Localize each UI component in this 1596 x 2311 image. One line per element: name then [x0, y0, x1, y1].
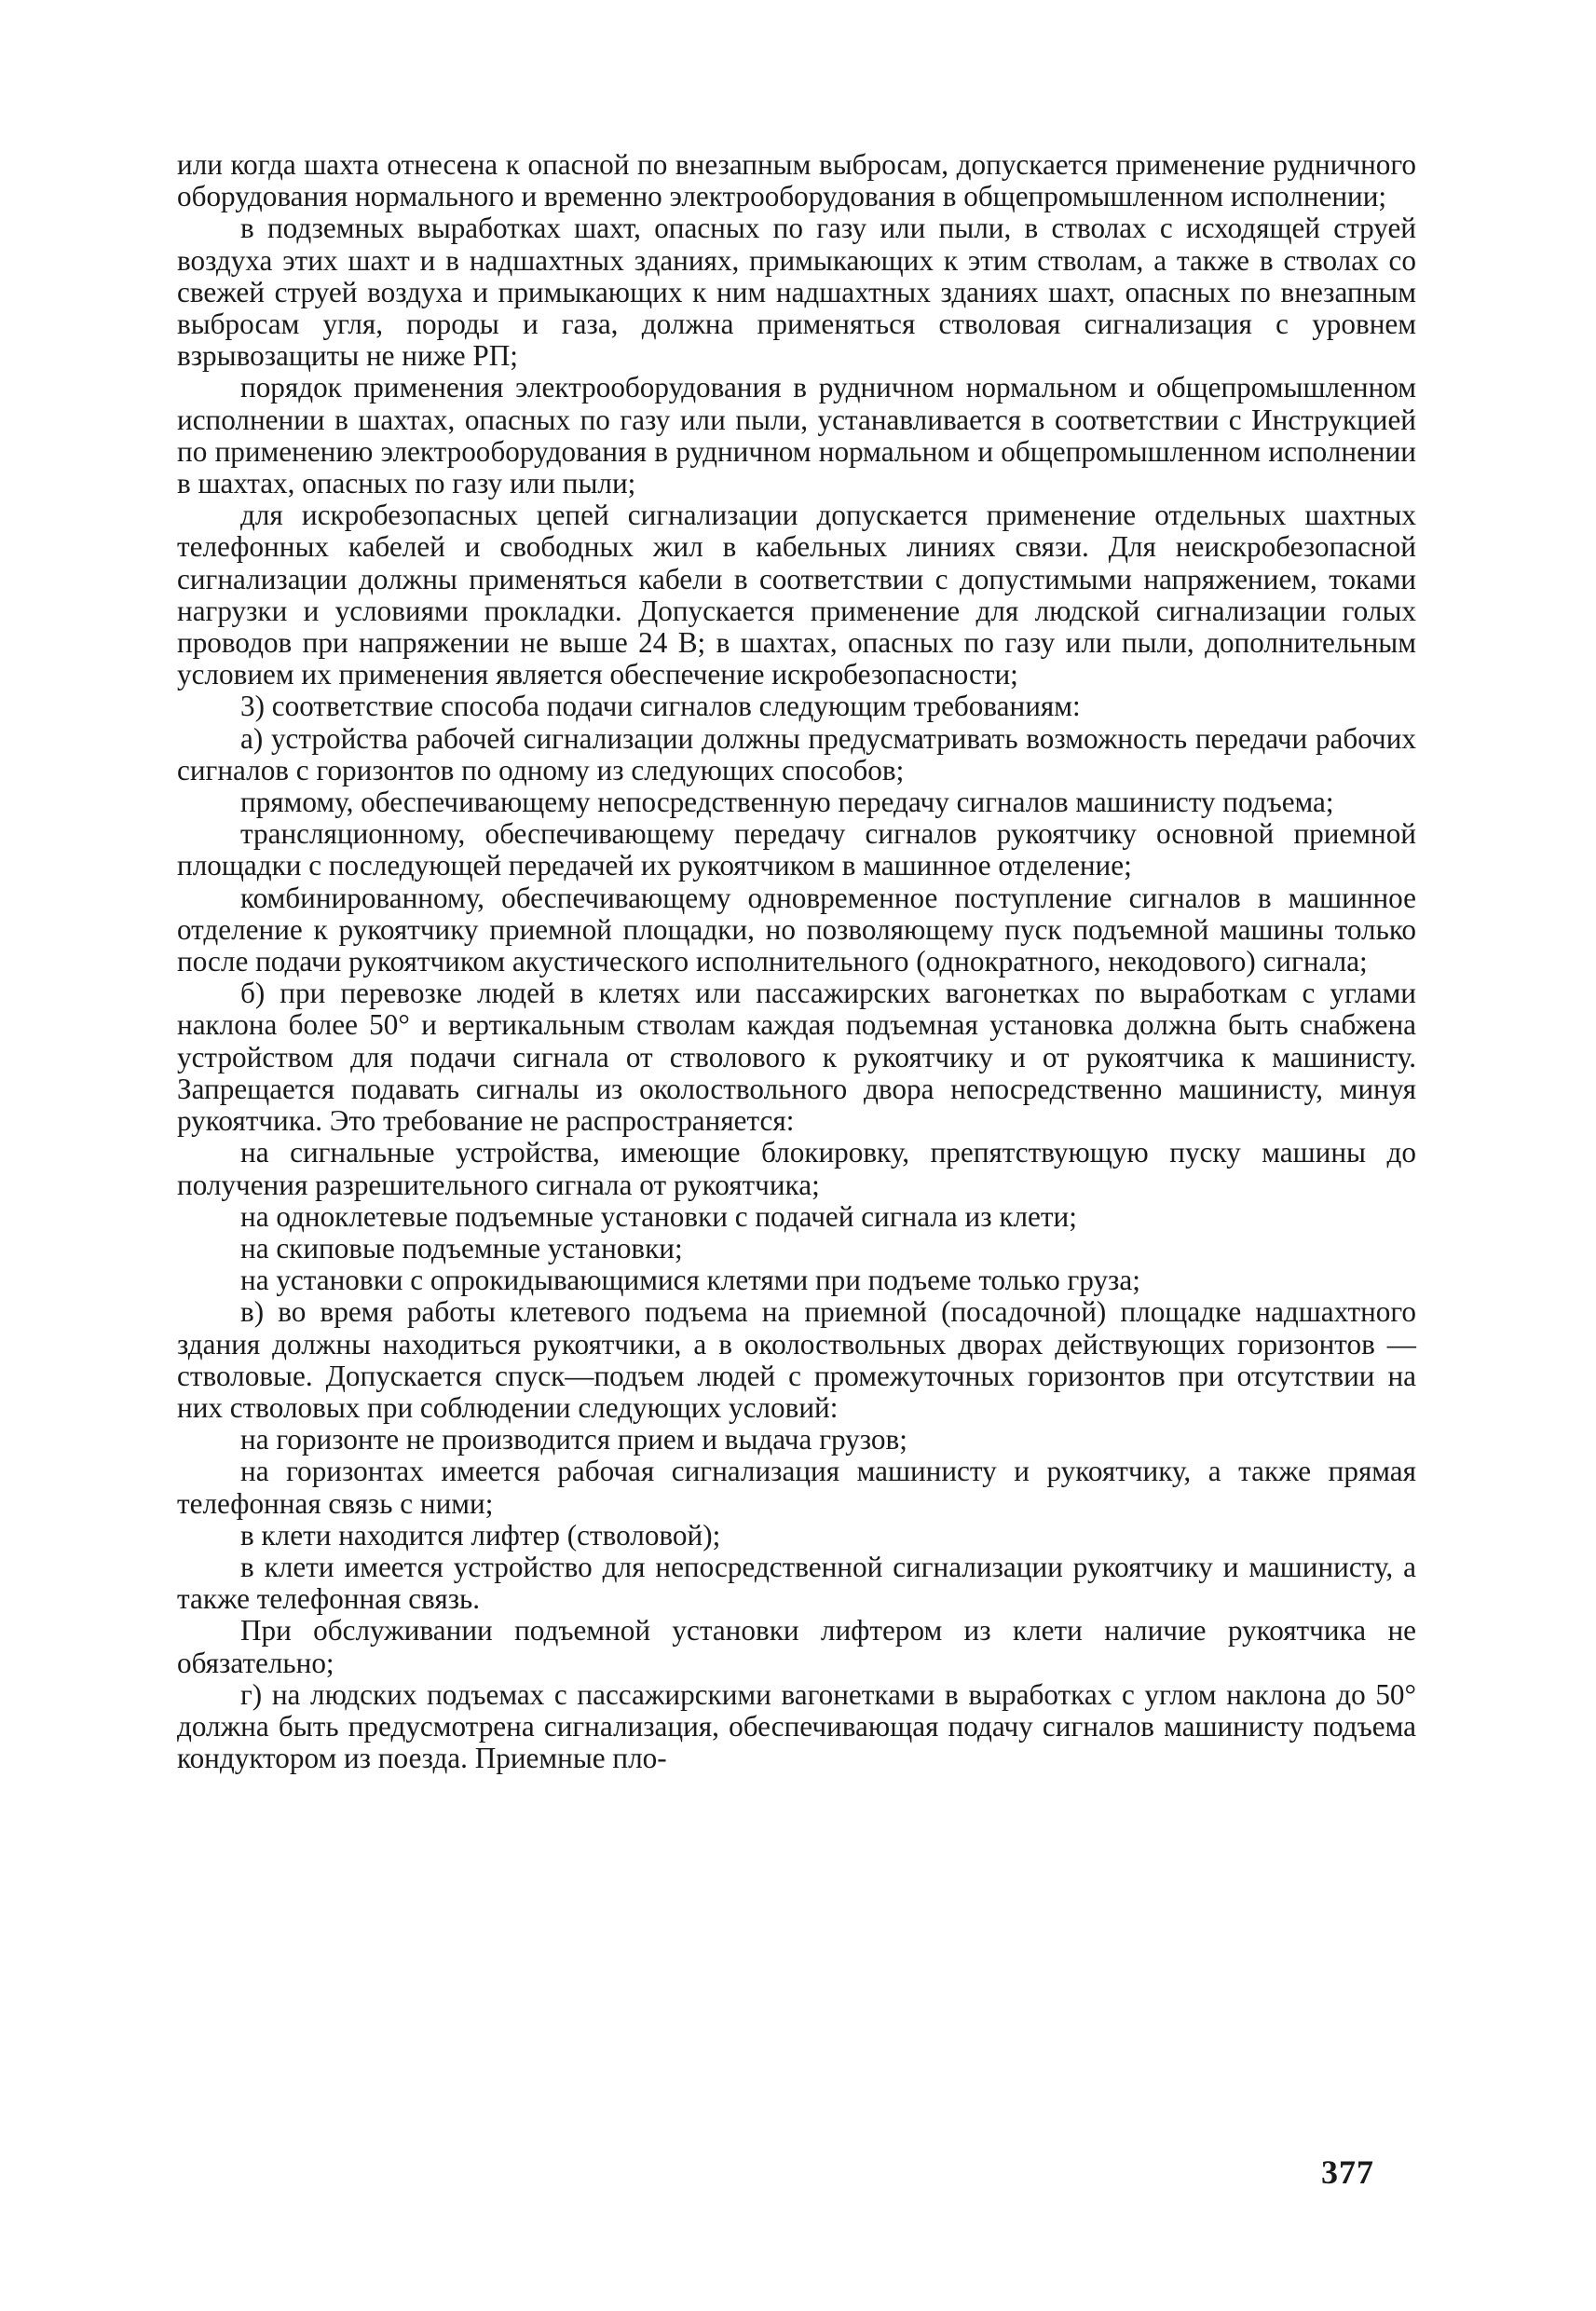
paragraph: 3) соответствие способа подачи сигналов следующим требованиям: — [240, 690, 1081, 723]
paragraph: в) во время работы клетевого подъема на приемной (посадочной) площадке надшахтного здания должны находиться рукоятчики, а в околоствольных дворах действующих горизонтов — стволовые. Допускается спуск—подъем людей с промежуточных горизонтов при отсутствии на них стволовых при соблюдении следующих условий: — [177, 1295, 1416, 1424]
paragraph: на скиповые подъемные установки; — [240, 1231, 683, 1265]
paragraph: г) на людских подъемах с пассажирскими вагонетками в выработках с углом наклона до 50° должна быть предусмотрена сигнализация, обеспечивающая подачу сигналов машинисту подъема кондуктором из поезда. Приемные пло- — [177, 1677, 1416, 1775]
paragraph: на одноклетевые подъемные установки с подачей сигнала из клети; — [240, 1199, 1077, 1233]
paragraph: в клети находится лифтер (стволовой); — [240, 1518, 721, 1552]
paragraph: или когда шахта отнесена к опасной по внезапным выбросам, допускается применение рудничного оборудования нормального и временно электрооборудования в общепромышленном исполнении; — [177, 148, 1416, 213]
paragraph: комбинированному, обеспечивающему одновременное поступление сигналов в машинное отделение к рукоятчику приемной площадки, но позволяющему пуск подъемной машины только после подачи рукоятчиком акустического исполнительного (однократного, некодового) сигнала; — [177, 881, 1416, 978]
paragraph: на горизонтах имеется рабочая сигнализация машинисту и рукоятчику, а также прямая телефонная связь с ними; — [177, 1455, 1416, 1520]
paragraph: прямому, обеспечивающему непосредственную передачу сигналов машинисту подъема; — [240, 786, 1334, 819]
paragraph: При обслуживании подъемной установки лифтером из клети наличие рукоятчика не обязательно; — [177, 1614, 1416, 1679]
paragraph: на горизонте не производится прием и выдача грузов; — [240, 1423, 907, 1456]
paragraph: для искробезопасных цепей сигнализации допускается применение отдельных шахтных телефонных кабелей и свободных жил в кабельных линиях связи. Для неискробезопасной сигнализации должны применяться кабели в соответствии с допустимыми напряжением, токами нагрузки и условиями прокладки. Допускается применение для людской сигнализации голых проводов при напряжении не выше 24 В; в шахтах, опасных по газу или пыли, дополнительным условием их применения является обеспечение искробезопасности; — [177, 499, 1416, 691]
paragraph: порядок применения электрооборудования в рудничном нормальном и общепромышленном исполнении в шахтах, опасных по газу или пыли, устанавливается в соответствии с Инструкцией по применению электрооборудования в рудничном нормальном и общепромышленном исполнении в шахтах, опасных по газу или пыли; — [177, 371, 1416, 500]
paragraph: б) при перевозке людей в клетях или пассажирских вагонетках по выработкам с углами наклона более 50° и вертикальным стволам каждая подъемная установка должна быть снабжена устройством для подачи сигнала от стволового к рукоятчику и от рукоятчика к машинисту. Запрещается подавать сигналы из околоствольного двора непосредственно машинисту, минуя рукоятчика. Это требование не распространяется: — [177, 977, 1416, 1138]
paragraph: трансляционному, обеспечивающему передачу сигналов рукоятчику основной приемной площадки с последующей передачей их рукоятчиком в машинное отделение; — [177, 817, 1416, 882]
page-number: 377 — [1321, 2154, 1374, 2191]
paragraph: в клети имеется устройство для непосредственной сигнализации рукоятчику и машинисту, а также телефонная связь. — [177, 1550, 1416, 1616]
paragraph: на сигнальные устройства, имеющие блокировку, препятствующую пуску машины до получения разрешительного сигнала от рукоятчика; — [177, 1136, 1416, 1201]
paragraph: в подземных выработках шахт, опасных по газу или пыли, в стволах с исходящей струей воздуха этих шахт и в надшахтных зданиях, примыкающих к этим стволам, а также в стволах со свежей струей воздуха и примыкающих к ним надшахтных зданиях шахт, опасных по внезапным выбросам угля, породы и газа, должна применяться стволовая сигнализация с уровнем взрывозащиты не ниже РП; — [177, 212, 1416, 373]
paragraph: на установки с опрокидывающимися клетями при подъеме только груза; — [240, 1264, 1140, 1297]
paragraph: а) устройства рабочей сигнализации должны предусматривать возможность передачи рабочих сигналов с горизонтов по одному из следующих способов; — [177, 721, 1416, 786]
body-text — [177, 149, 1416, 1774]
